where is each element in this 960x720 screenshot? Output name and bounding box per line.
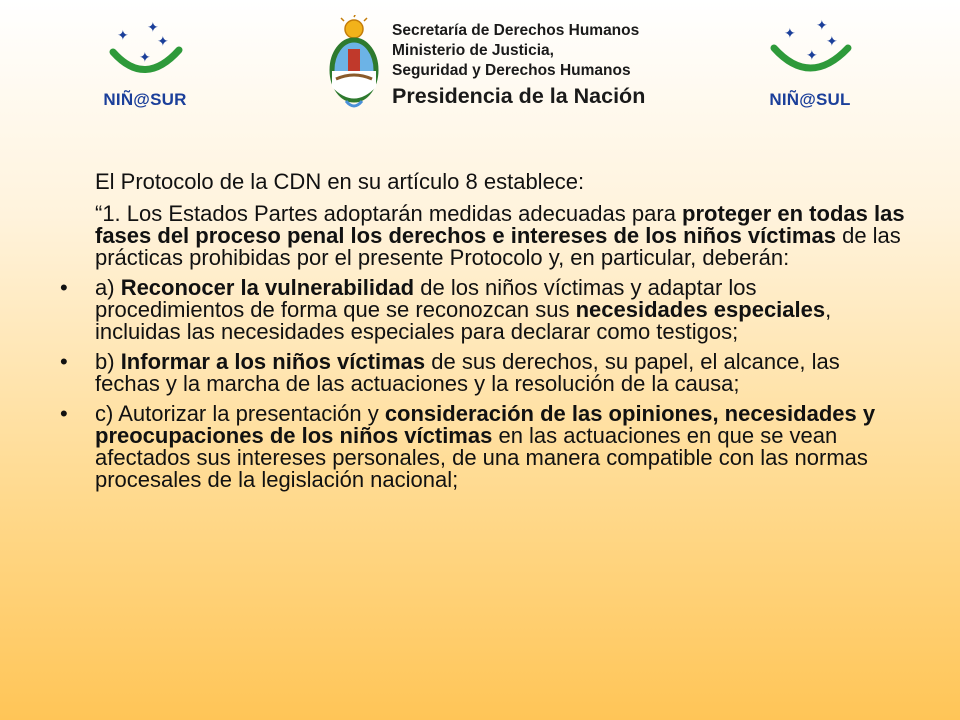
ministry-text-block [392,21,646,111]
bullet-a-seg-1: Reconocer la vulnerabilidad [120,275,415,300]
quote-bold: proteger en todas las fases del proceso penal los derechos e intereses de los niños víctimas [95,201,905,248]
nino-sur-logo [95,20,195,116]
nino-sur-emblem [95,20,195,90]
nino-sul-emblem [758,18,862,90]
quote-paragraph [60,203,910,269]
quote-post: de las prácticas prohibidas por el presente Protocolo y, en particular, deberán: [95,223,901,270]
bullet-item-c [60,403,910,491]
bullet-b-seg-2: de sus derechos, su papel, el alcance, las fechas y la marcha de las actuaciones y la resolución de la causa; [95,349,840,396]
bullet-c-seg-2: en las actuaciones en que se vean afectados sus intereses personales, de una manera compatible con las normas procesales de la legislación nacional; [95,423,868,492]
nino-sul-label: NIÑ@SUL [769,90,851,109]
ministry-line-1: Secretaría de Derechos Humanos [392,22,640,39]
bullet-c-seg-0: c) Autorizar la presentación y [95,401,385,426]
bullet-b-seg-1: Informar a los niños víctimas [120,349,426,374]
bullet-a-seg-3: necesidades especiales [575,297,826,322]
bullet-b-seg-0: b) [95,349,121,374]
ministry-line-2: Ministerio de Justicia, [392,42,554,59]
ministry-line-3: Seguridad y Derechos Humanos [392,62,631,79]
bullet-icon: • [60,349,68,374]
quote-pre: “1. Los Estados Partes adoptarán medidas adecuadas para [95,201,683,226]
svg-text:✦: ✦ [784,26,796,42]
svg-text:✦: ✦ [806,48,818,64]
svg-text:✦: ✦ [826,34,838,50]
bullet-a-seg-4: , incluidas las necesidades especiales para declarar como testigos; [95,297,832,344]
bullet-item-b [60,351,910,395]
bullet-icon: • [60,401,68,426]
slide-body [60,171,910,499]
nino-sur-label: NIÑ@SUR [103,90,187,109]
bullet-item-a [60,277,910,343]
bullet-a-seg-2: de los niños víctimas y adaptar los procedimientos de forma que se reconozcan sus [95,275,757,322]
svg-text:✦: ✦ [117,28,129,44]
nino-sul-logo [758,18,862,116]
ministry-logo [322,15,646,115]
bullet-c-seg-1: consideración de las opiniones, necesidades y preocupaciones de los niños víctimas [95,401,876,448]
ministry-line-4: Presidencia de la Nación [392,84,646,108]
svg-text:✦: ✦ [139,50,151,66]
bullet-a-seg-0: a) [95,275,121,300]
intro-paragraph: El Protocolo de la CDN en su artículo 8 establece: [95,169,585,194]
svg-text:✦: ✦ [157,34,169,50]
svg-text:✦: ✦ [816,18,828,34]
svg-text:✦: ✦ [147,20,159,36]
bullet-icon: • [60,275,68,300]
argentine-coat-of-arms-icon [322,15,386,115]
